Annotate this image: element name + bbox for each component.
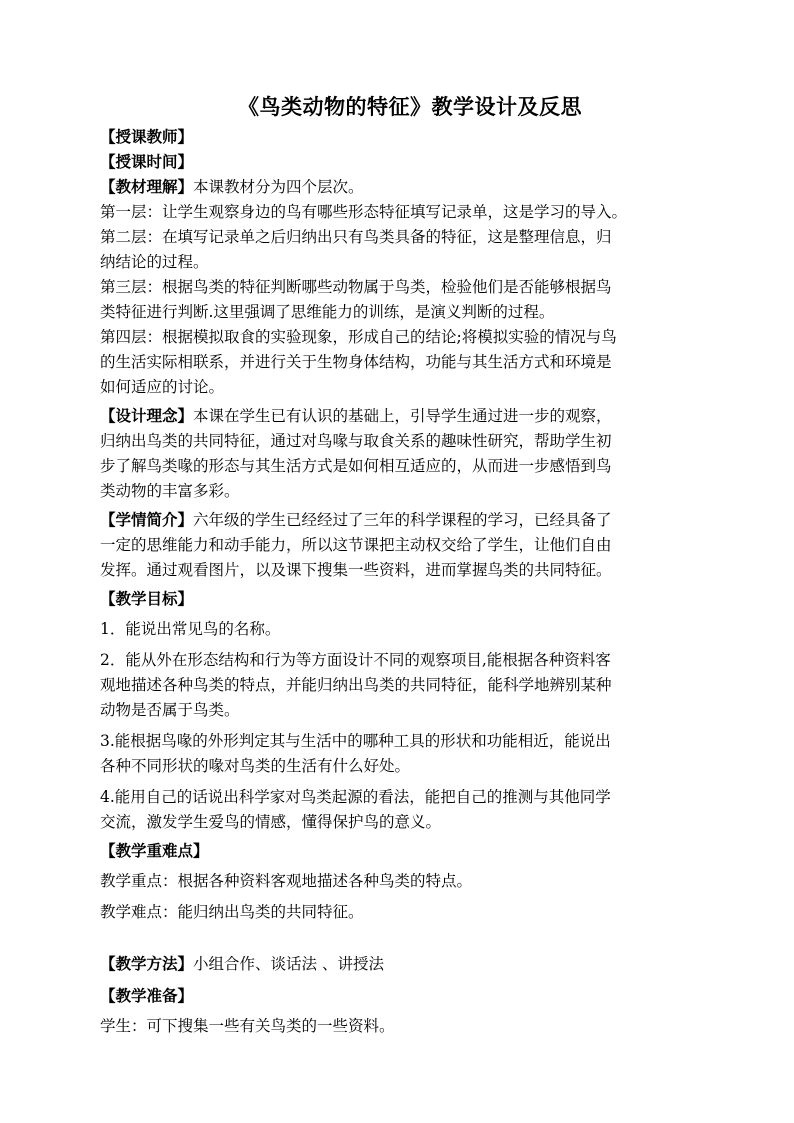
goal-2-line-3: 动物是否属于鸟类。 xyxy=(100,701,240,719)
material-layer-1: 第一层：让学生观察身边的鸟有哪些形态特征填写记录单，这是学习的导入。 xyxy=(100,203,628,221)
material-heading: 【教材理解】 xyxy=(100,177,194,196)
goal-4-line-1: 4.能用自己的话说出科学家对鸟类起源的看法，能把自己的推测与其他同学 xyxy=(100,788,611,806)
material-layer-3-line-1: 第三层：根据鸟类的特征判断哪些动物属于鸟类，检验他们是否能够根据鸟 xyxy=(100,278,612,296)
students-line-3: 发挥。通过观看图片，以及课下搜集一些资料，进而掌握鸟类的共同特征。 xyxy=(100,561,612,579)
blank-line xyxy=(100,925,720,945)
design-heading: 【设计理念】 xyxy=(100,406,194,425)
prep-text: 学生：可下搜集一些有关鸟类的一些资料。 xyxy=(100,1017,395,1035)
material-layer-3-line-2: 类特征进行判断.这里强调了思维能力的训练，是演义判断的过程。 xyxy=(100,303,555,321)
key-point: 教学重点：根据各种资料客观地描述各种鸟类的特点。 xyxy=(100,872,473,890)
goals-heading: 【教学目标】 xyxy=(100,589,194,608)
design-line-2: 归纳出鸟类的共同特征，通过对鸟喙与取食关系的趣味性研究，帮助学生初 xyxy=(100,432,612,450)
prep-heading: 【教学准备】 xyxy=(100,986,194,1005)
material-layer-2-line-2: 纳结论的过程。 xyxy=(100,253,209,271)
goal-1: 1．能说出常见鸟的名称。 xyxy=(100,620,281,638)
students-heading: 【学情简介】 xyxy=(100,510,194,529)
document-title: 《鸟类动物的特征》教学设计及反思 xyxy=(238,94,582,119)
goal-3-line-1: 3.能根据鸟喙的外形判定其与生活中的哪种工具的形状和功能相近，能说出 xyxy=(100,732,611,750)
goal-3-line-2: 各种不同形状的喙对鸟类的生活有什么好处。 xyxy=(100,757,411,775)
students-section xyxy=(100,507,720,533)
methods-heading: 【教学方法】 xyxy=(100,954,194,973)
methods-text: 小组合作、谈话法 、讲授法 xyxy=(193,955,384,973)
methods-section xyxy=(100,951,720,977)
difficult-point: 教学难点：能归纳出鸟类的共同特征。 xyxy=(100,903,364,921)
document-page xyxy=(100,92,720,1039)
material-section xyxy=(100,174,720,200)
goal-4-line-2: 交流，激发学生爱鸟的情感，懂得保护鸟的意义。 xyxy=(100,813,442,831)
material-layer-4-line-3: 如何适应的讨论。 xyxy=(100,378,225,396)
keypoints-heading: 【教学重难点】 xyxy=(100,841,209,860)
design-section xyxy=(100,403,720,429)
design-line-3: 步了解鸟类喙的形态与其生活方式是如何相互适应的，从而进一步感悟到鸟 xyxy=(100,457,612,475)
material-layer-4-line-2: 的生活实际相联系，并进行关于生物身体结构，功能与其生活方式和环境是 xyxy=(100,353,612,371)
material-layer-2-line-1: 第二层：在填写记录单之后归纳出只有鸟类具备的特征，这是整理信息，归 xyxy=(100,228,612,246)
goal-2-line-2: 观地描述各种鸟类的特点，并能归纳出鸟类的共同特征，能科学地辨别某种 xyxy=(100,676,612,694)
students-line-1: 六年级的学生已经经过了三年的科学课程的学习，已经具备了 xyxy=(193,511,612,529)
students-line-2: 一定的思维能力和动手能力，所以这节课把主动权交给了学生，让他们自由 xyxy=(100,536,612,554)
design-line-1: 本课在学生已有认识的基础上，引导学生通过进一步的观察， xyxy=(193,407,612,425)
material-layer-4-line-1: 第四层：根据模拟取食的实验现象，形成自己的结论;将模拟实验的情况与鸟 xyxy=(100,328,617,346)
time-heading: 【授课时间】 xyxy=(100,152,194,171)
material-intro: 本课教材分为四个层次。 xyxy=(193,178,364,196)
goal-2-line-1: 2．能从外在形态结构和行为等方面设计不同的观察项目,能根据各种资料客 xyxy=(100,651,611,669)
design-line-4: 类动物的丰富多彩。 xyxy=(100,482,240,500)
teacher-heading: 【授课教师】 xyxy=(100,127,194,146)
